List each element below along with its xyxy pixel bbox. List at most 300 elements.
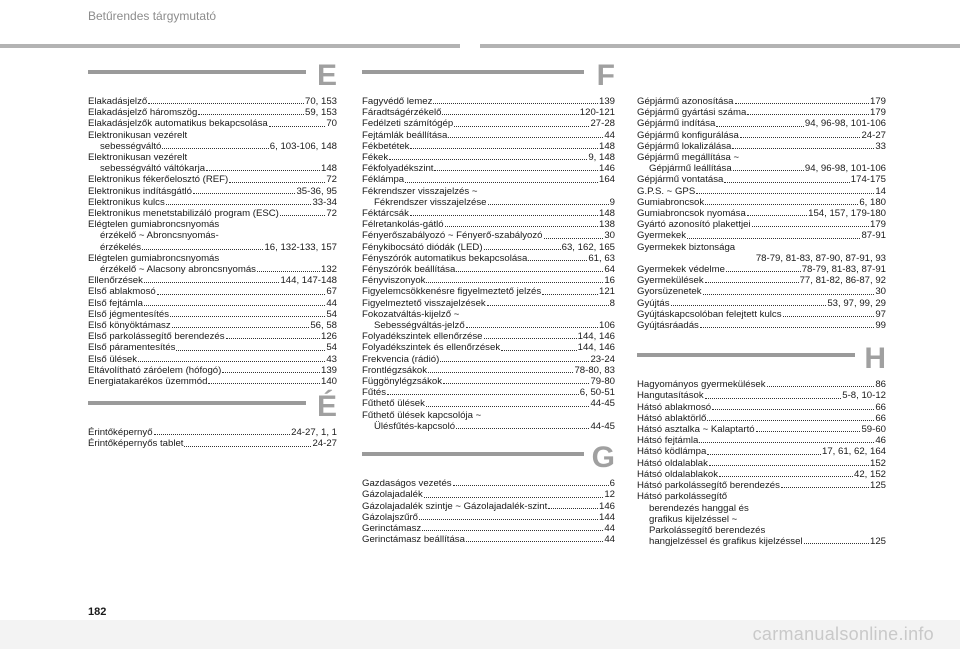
entry-pages: 79-80 <box>590 376 615 388</box>
index-entry <box>637 230 886 241</box>
index-entry <box>637 118 886 129</box>
index-entry <box>362 523 615 534</box>
index-entry <box>637 390 886 401</box>
index-entry <box>362 174 615 185</box>
entry-pages: 27-28 <box>590 118 615 130</box>
index-entry <box>637 402 886 413</box>
section-header <box>362 441 615 478</box>
index-entry <box>362 219 615 230</box>
entry-pages: 33 <box>875 140 886 152</box>
entry-pages: 59-60 <box>861 424 886 436</box>
index-section-f <box>362 59 615 432</box>
index-entry <box>362 197 615 208</box>
dot-leader <box>501 342 577 350</box>
page-number: 182 <box>88 606 107 618</box>
dot-leader <box>280 208 325 216</box>
dot-leader <box>206 163 320 171</box>
dot-leader <box>687 230 860 238</box>
entry-term: Folyadékszintek ellenőrzése <box>362 331 483 343</box>
index-entry-label: Gyermekek biztonsága <box>637 241 736 253</box>
index-entry <box>88 438 337 449</box>
dot-leader <box>166 197 312 205</box>
watermark: carmanualsonline.info <box>752 624 934 644</box>
index-entry <box>362 141 615 152</box>
index-section-e <box>88 59 337 388</box>
entry-term: Gerinctámasz beállítása <box>362 534 465 546</box>
entry-term: sebességváltó váltókarja <box>100 163 206 175</box>
entry-term: Gépjármű gyártási száma <box>637 107 747 119</box>
index-entry-label: Elégtelen gumiabroncsnyomás <box>88 252 220 264</box>
entry-term: Elektronikus fékerőelosztó (REF) <box>88 174 229 186</box>
dot-leader <box>733 163 804 171</box>
index-entry <box>637 96 886 107</box>
dot-leader <box>705 390 842 398</box>
entry-pages: 33-34 <box>312 196 337 208</box>
index-entry <box>88 107 337 118</box>
entry-pages: 72 <box>326 208 337 220</box>
entry-term: Első fejtámla <box>88 297 143 309</box>
index-entry <box>637 298 886 309</box>
index-entry <box>88 365 337 376</box>
entry-pages: 9 <box>609 196 615 208</box>
entry-pages: 78-79, 81-83, 87-91 <box>801 264 886 276</box>
entry-term: Gázolajadalék szintje ~ Gázolajadalék-szint <box>362 500 548 512</box>
entry-term: Első páramentesítés <box>88 342 176 354</box>
dot-leader <box>208 376 320 384</box>
dot-leader <box>269 118 326 126</box>
dot-leader <box>456 421 589 429</box>
index-entry <box>362 163 615 174</box>
index-entry <box>637 469 886 480</box>
entry-pages: 42, 152 <box>853 468 886 480</box>
index-entry <box>362 331 615 342</box>
entry-term: Hangutasítások <box>637 390 704 402</box>
entry-term: Féklámpa <box>362 174 405 186</box>
index-entry <box>362 96 615 107</box>
entry-term: Fékek <box>362 152 389 164</box>
entry-pages: 66 <box>875 401 886 413</box>
entry-term: Első ülések <box>88 353 138 365</box>
entry-pages: 23-24 <box>590 353 615 365</box>
index-entry <box>637 130 886 141</box>
entry-term: Hátsó ködlámpa <box>637 446 707 458</box>
index-entry <box>362 398 615 409</box>
index-entry <box>637 107 886 118</box>
dot-leader <box>707 446 821 454</box>
entry-pages: 14 <box>875 185 886 197</box>
section-bar <box>362 452 584 456</box>
entry-pages: 6, 50-51 <box>579 387 615 399</box>
index-entry <box>362 365 615 376</box>
index-entry <box>362 342 615 353</box>
dot-leader <box>756 424 861 432</box>
dot-leader <box>752 219 869 227</box>
entry-term: Gyermekek <box>637 230 687 242</box>
index-section-h <box>637 342 886 548</box>
entry-term: Hagyományos gyermekülések <box>637 379 766 391</box>
entry-pages: 144 <box>598 511 615 523</box>
entry-pages: 146 <box>598 163 615 175</box>
dot-leader <box>162 141 268 149</box>
entry-pages: 6, 103-106, 148 <box>269 140 337 152</box>
dot-leader <box>154 427 291 435</box>
dot-leader <box>709 458 869 466</box>
index-entry <box>362 107 615 118</box>
entry-pages: 72 <box>326 174 337 186</box>
dot-leader <box>410 141 598 149</box>
index-entry <box>637 458 886 469</box>
dot-leader <box>222 365 320 373</box>
dot-leader <box>440 354 589 362</box>
entry-term: Fékrendszer visszajelzése <box>374 196 487 208</box>
dot-leader <box>453 478 609 486</box>
entry-pages: 86 <box>875 379 886 391</box>
entry-pages: 53, 97, 99, 29 <box>827 297 886 309</box>
index-entry <box>88 309 337 320</box>
entry-term: Hátsó oldalablakok <box>637 468 719 480</box>
entry-pages: 61, 63 <box>588 252 615 264</box>
entry-term: Hátsó oldalablak <box>637 457 708 469</box>
dot-leader <box>528 253 587 261</box>
index-column-1 <box>88 59 337 450</box>
dot-leader <box>716 118 804 126</box>
index-entry <box>362 501 615 512</box>
index-entry <box>637 446 886 457</box>
dot-leader <box>443 376 589 384</box>
entry-pages: 17, 61, 62, 164 <box>821 446 886 458</box>
dot-leader <box>193 186 295 194</box>
entry-term: Elakadásjelző <box>88 96 148 107</box>
entry-pages: 16, 132-133, 157 <box>264 241 337 253</box>
entry-pages: 138 <box>598 219 615 231</box>
index-entry <box>88 96 337 107</box>
dot-leader <box>176 342 325 350</box>
entry-pages: 6, 180 <box>859 196 886 208</box>
index-entry-label: Gépjármű megállítása ~ <box>637 152 740 164</box>
dot-leader <box>257 264 320 272</box>
entry-pages: 154, 157, 179-180 <box>808 208 886 220</box>
entry-term: Folyadékszintek és ellenőrzések <box>362 342 501 354</box>
entry-term: Energiatakarékos üzemmód <box>88 376 208 388</box>
dot-leader <box>148 96 304 104</box>
dot-leader <box>726 264 801 272</box>
entry-pages: 44 <box>326 297 337 309</box>
dot-leader <box>712 402 874 410</box>
index-entry <box>88 331 337 342</box>
index-entry <box>362 387 615 398</box>
entry-pages: 140 <box>320 376 337 388</box>
entry-term: Figyelemcsökkenésre figyelmeztető jelzés <box>362 286 542 298</box>
entry-term: Érintőképernyő <box>88 427 153 439</box>
dot-leader <box>781 480 869 488</box>
entry-term: Első parkolássegítő berendezés <box>88 331 225 343</box>
entry-term: Gazdaságos vezetés <box>362 478 452 490</box>
entry-pages: 94, 96-98, 101-106 <box>804 163 886 175</box>
entry-term: Gumiabroncsok <box>637 196 705 208</box>
dot-leader <box>144 298 325 306</box>
entry-term: Gépjármű lokalizálása <box>637 140 732 152</box>
entry-pages: 9, 148 <box>588 152 615 164</box>
entry-term: Gyermekülések <box>637 275 704 287</box>
entry-pages: 63, 162, 165 <box>561 241 615 253</box>
dot-leader <box>740 130 861 138</box>
entry-pages: 70 <box>326 118 337 130</box>
entry-list <box>88 427 337 449</box>
dot-leader <box>724 174 849 182</box>
entry-pages: 44-45 <box>590 398 615 410</box>
section-header <box>637 342 886 379</box>
dot-leader <box>699 435 874 443</box>
entry-term: Gépjármű azonosítása <box>637 96 734 107</box>
entry-pages: 97 <box>875 308 886 320</box>
index-entry <box>362 512 615 523</box>
index-entry <box>88 275 337 286</box>
entry-term: Hátsó ablaktörlő <box>637 412 707 424</box>
index-entry <box>637 208 886 219</box>
index-entry <box>88 286 337 297</box>
entry-term: Függönylégzsákok <box>362 376 442 388</box>
index-entry-label: 78-79, 81-83, 87-90, 87-91, 93 <box>755 252 886 264</box>
entry-pages: 43 <box>326 353 337 365</box>
entry-term: Hátsó ablakmosó <box>637 401 712 413</box>
entry-pages: 8 <box>609 297 615 309</box>
index-entry <box>637 424 886 435</box>
section-letter: É <box>316 390 337 424</box>
index-entry <box>362 208 615 219</box>
entry-pages: 148 <box>598 140 615 152</box>
entry-pages: 120-121 <box>579 107 615 119</box>
entry-pages: 35-36, 95 <box>296 185 337 197</box>
dot-leader <box>410 208 598 216</box>
dot-leader <box>172 320 310 328</box>
entry-term: Eltávolítható záróelem (hófogó) <box>88 364 222 376</box>
index-entry <box>362 421 615 432</box>
entry-term: Sebességváltás-jelző <box>374 320 465 332</box>
index-entry <box>637 275 886 286</box>
entry-term: Első könyöktámasz <box>88 320 171 332</box>
entry-pages: 30 <box>604 230 615 242</box>
entry-pages: 59, 153 <box>304 107 337 119</box>
dot-leader <box>170 309 325 317</box>
entry-pages: 56, 58 <box>310 320 337 332</box>
entry-list <box>362 96 615 432</box>
entry-term: Féktárcsák <box>362 208 409 220</box>
index-column-2 <box>362 59 615 546</box>
entry-pages: 44 <box>604 534 615 546</box>
index-entry <box>88 197 337 208</box>
entry-term: Gázolajadalék <box>362 489 423 501</box>
dot-leader <box>428 365 573 373</box>
index-entry <box>88 208 337 219</box>
entry-pages: 144, 147-148 <box>280 275 337 287</box>
index-entry <box>88 427 337 438</box>
entry-pages: 24-27, 1, 1 <box>291 427 337 439</box>
index-entry <box>637 219 886 230</box>
index-entry <box>362 286 615 297</box>
dot-leader <box>419 512 598 520</box>
entry-pages: 125 <box>869 480 886 492</box>
entry-pages: 152 <box>869 457 886 469</box>
index-entry <box>362 242 615 253</box>
index-section-g-continued <box>637 96 886 331</box>
index-entry <box>362 152 615 163</box>
dot-leader <box>705 197 858 205</box>
index-entry <box>637 435 886 446</box>
entry-term: Fagyvédő lemez <box>362 96 433 107</box>
index-entry <box>637 309 886 320</box>
dot-leader <box>719 469 853 477</box>
entry-pages: 144, 146 <box>577 331 615 343</box>
dot-leader <box>767 379 875 387</box>
index-entry <box>362 320 615 331</box>
dot-leader <box>732 141 874 149</box>
entry-pages: 146 <box>598 500 615 512</box>
entry-pages: 64 <box>604 264 615 276</box>
dot-leader <box>487 298 609 306</box>
index-entry <box>637 286 886 297</box>
entry-term: Hátsó parkolássegítő berendezés <box>637 480 780 492</box>
entry-term: Elektronikus indításgátló <box>88 185 192 197</box>
index-section-e-accent <box>88 390 337 450</box>
entry-pages: 54 <box>326 342 337 354</box>
index-entry-label: Parkolássegítő berendezés <box>649 524 766 536</box>
entry-term: Fűtés <box>362 387 386 399</box>
index-entry-label: berendezés hanggal és <box>649 502 749 514</box>
entry-term: Első jégmentesítés <box>88 308 170 320</box>
entry-pages: 139 <box>320 364 337 376</box>
index-entry-label: grafikus kijelzéssel ~ <box>649 513 738 525</box>
index-entry <box>362 264 615 275</box>
entry-pages: 24-27 <box>861 129 886 141</box>
index-entry <box>88 354 337 365</box>
index-entry <box>88 118 337 129</box>
entry-term: Érintőképernyős tablet <box>88 438 184 450</box>
index-entry <box>88 264 337 275</box>
entry-pages: 179 <box>869 96 886 107</box>
index-entry-label: Fékrendszer visszajelzés ~ <box>362 185 478 197</box>
index-entry <box>637 413 886 424</box>
dot-leader <box>747 208 807 216</box>
dot-leader <box>426 275 603 283</box>
index-entry-label: Fokozatváltás-kijelző ~ <box>362 308 460 320</box>
section-letter: G <box>591 441 615 475</box>
entry-pages: 78-80, 83 <box>574 364 615 376</box>
entry-term: Frontlégzsákok <box>362 364 428 376</box>
entry-pages: 44 <box>604 522 615 534</box>
section-bar <box>637 353 855 357</box>
entry-term: sebességváltó <box>100 140 162 152</box>
index-entry <box>637 264 886 275</box>
index-entry <box>362 354 615 365</box>
entry-list <box>637 96 886 331</box>
dot-leader <box>548 501 598 509</box>
entry-term: Gumiabroncsok nyomása <box>637 208 746 220</box>
entry-pages: 132 <box>320 264 337 276</box>
entry-term: hangjelzéssel és grafikus kijelzéssel <box>649 536 803 548</box>
entry-pages: 121 <box>598 286 615 298</box>
entry-term: Ellenőrzések <box>88 275 143 287</box>
dot-leader <box>456 264 603 272</box>
entry-term: érzékelő ~ Alacsony abroncsnyomás <box>100 264 256 276</box>
index-entry <box>362 534 615 545</box>
entry-term: Gyújtás <box>637 297 670 309</box>
entry-term: Gyorsüzenetek <box>637 286 702 298</box>
index-entry <box>88 242 337 253</box>
entry-term: Fényszórók automatikus bekapcsolása <box>362 252 528 264</box>
index-entry <box>362 275 615 286</box>
dot-leader <box>542 286 598 294</box>
entry-term: Fékfolyadékszint <box>362 163 434 175</box>
index-entry <box>88 163 337 174</box>
index-entry-label: Fűthető ülések kapcsolója ~ <box>362 409 482 421</box>
entry-pages: 99 <box>875 320 886 332</box>
dot-leader <box>226 331 320 339</box>
index-entry <box>362 298 615 309</box>
entry-pages: 126 <box>320 331 337 343</box>
entry-pages: 148 <box>598 208 615 220</box>
entry-term: Első ablakmosó <box>88 286 156 298</box>
entry-pages: 12 <box>604 489 615 501</box>
entry-term: Elektronikus kulcs <box>88 196 165 208</box>
entry-pages: 66 <box>875 412 886 424</box>
entry-pages: 164 <box>598 174 615 186</box>
dot-leader <box>454 118 589 126</box>
entry-term: Fejtámlák beállítása <box>362 129 448 141</box>
entry-term: Fényerőszabályozó ~ Fényerő-szabályozó <box>362 230 543 242</box>
section-letter: F <box>596 59 615 92</box>
entry-pages: 174-175 <box>850 174 886 186</box>
index-entry <box>88 320 337 331</box>
entry-term: Gyújtáskapcsolóban felejtett kulcs <box>637 308 782 320</box>
entry-term: Gerinctámasz <box>362 522 422 534</box>
index-entry <box>362 130 615 141</box>
dot-leader <box>433 96 598 104</box>
dot-leader <box>434 163 598 171</box>
entry-term: Elakadásjelzők automatikus bekapcsolása <box>88 118 268 130</box>
section-header <box>88 390 337 427</box>
dot-leader <box>707 413 874 421</box>
dot-leader <box>484 331 577 339</box>
index-entry <box>362 118 615 129</box>
index-entry <box>637 197 886 208</box>
index-entry <box>88 298 337 309</box>
entry-pages: 144, 146 <box>577 342 615 354</box>
entry-pages: 179 <box>869 107 886 119</box>
dot-leader <box>804 536 869 544</box>
section-header <box>88 59 337 96</box>
dot-leader <box>144 275 280 283</box>
entry-pages: 44-45 <box>590 420 615 432</box>
entry-pages: 67 <box>326 286 337 298</box>
entry-term: Hátsó fejtámla <box>637 435 699 447</box>
dot-leader <box>184 438 311 446</box>
entry-pages: 70, 153 <box>304 96 337 107</box>
entry-pages: 5-8, 10-12 <box>842 390 886 402</box>
entry-list <box>362 478 615 545</box>
index-entry <box>637 379 886 390</box>
dot-leader <box>488 197 609 205</box>
entry-pages: 6 <box>609 478 615 490</box>
index-entry <box>88 376 337 387</box>
dot-leader <box>422 523 603 531</box>
entry-pages: 148 <box>320 163 337 175</box>
section-header <box>362 59 615 96</box>
dot-leader <box>544 230 604 238</box>
dot-leader <box>426 398 590 406</box>
section-letter: H <box>864 342 886 376</box>
dot-leader <box>705 275 799 283</box>
entry-term: Gyermekek védelme <box>637 264 725 276</box>
